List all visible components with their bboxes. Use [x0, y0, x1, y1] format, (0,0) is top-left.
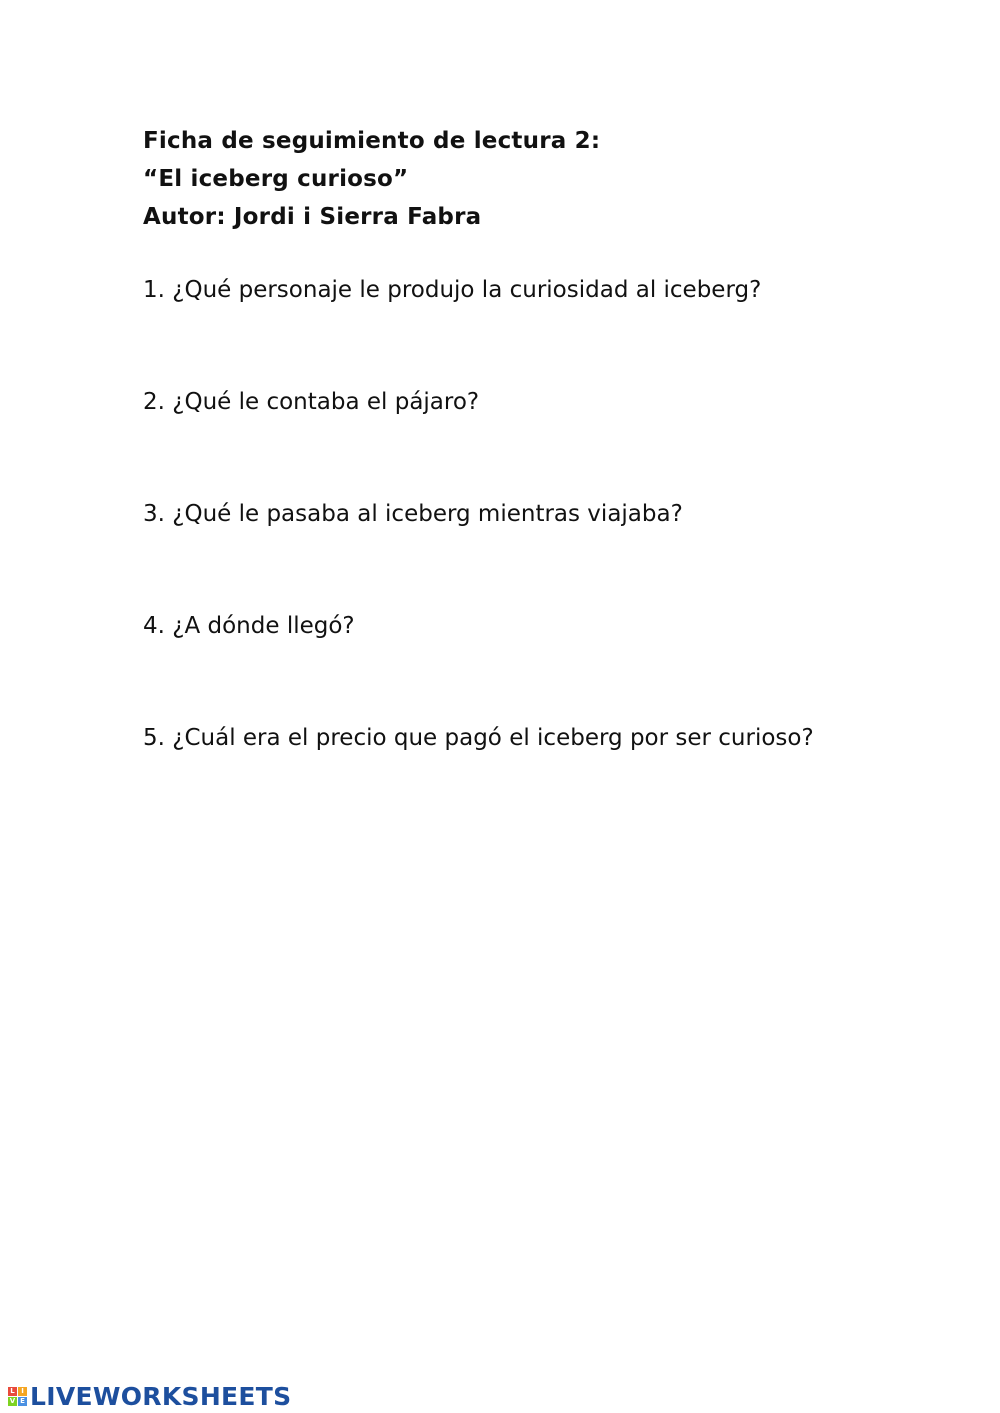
question-2: 2. ¿Qué le contaba el pájaro? — [143, 389, 480, 415]
worksheet-header — [143, 122, 600, 236]
book-author: Autor: Jordi i Sierra Fabra — [143, 204, 482, 230]
book-title: “El iceberg curioso” — [143, 166, 409, 192]
question-5: 5. ¿Cuál era el precio que pagó el iceberg por ser curioso? — [143, 725, 814, 751]
question-1: 1. ¿Qué personaje le produjo la curiosidad al iceberg? — [143, 277, 762, 303]
logo-mark-letter: E — [18, 1397, 27, 1406]
logo-text: LIVEWORKSHEETS — [30, 1381, 292, 1411]
worksheet-title: Ficha de seguimiento de lectura 2: — [143, 128, 601, 154]
logo-mark-letter: V — [9, 1396, 16, 1405]
question-4: 4. ¿A dónde llegó? — [143, 613, 355, 639]
question-3: 3. ¿Qué le pasaba al iceberg mientras viajaba? — [143, 501, 683, 527]
logo-mark-letter: I — [18, 1387, 27, 1396]
liveworksheets-logo-icon — [8, 1387, 27, 1406]
liveworksheets-logo — [8, 1380, 291, 1412]
logo-mark-letter: L — [8, 1387, 17, 1396]
